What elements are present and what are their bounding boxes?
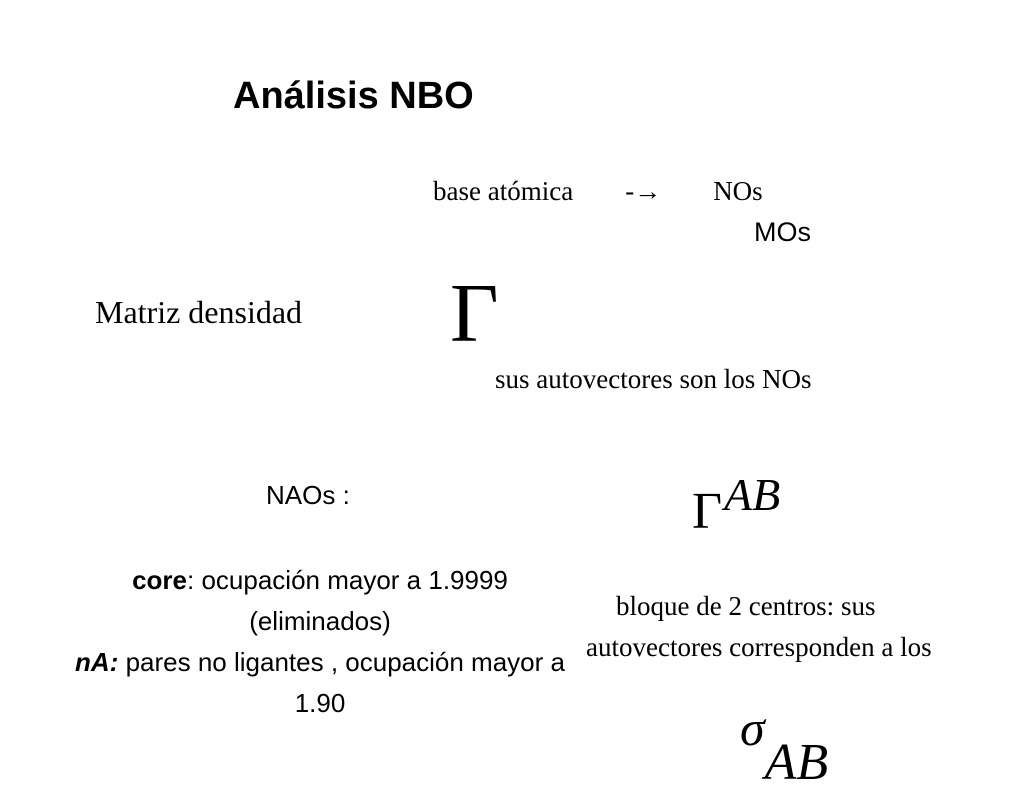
slide-title: Análisis NBO bbox=[233, 75, 474, 117]
gamma-ab-formula bbox=[692, 469, 781, 540]
bloque-text-rest: autovectores corresponden a los bbox=[586, 632, 932, 662]
arrow-icon bbox=[625, 176, 713, 207]
sigma-ab-formula bbox=[740, 700, 829, 791]
matriz-densidad-label: Matriz densidad bbox=[95, 294, 303, 330]
autovectores-text: sus autovectores son los NOs bbox=[495, 364, 812, 394]
sigma-symbol: σ bbox=[740, 700, 765, 756]
core-description: : ocupación mayor a 1.9999 bbox=[187, 565, 508, 595]
arrow-glyph: → bbox=[634, 176, 662, 206]
gamma-ab-symbol: Γ bbox=[692, 483, 723, 540]
core-term: core bbox=[132, 565, 188, 595]
na-term: nA: bbox=[75, 647, 119, 677]
gamma-ab-superscript: AB bbox=[724, 469, 781, 520]
gamma-symbol: Γ bbox=[450, 267, 499, 360]
nos-label: NOs bbox=[713, 176, 763, 206]
base-atomica-label: base atómica bbox=[433, 176, 574, 206]
basis-transformation-row bbox=[433, 176, 763, 207]
bloque-text bbox=[586, 586, 986, 668]
naos-heading: NAOs : bbox=[266, 480, 350, 510]
sigma-ab-subscript: AB bbox=[764, 734, 829, 791]
na-description: pares no ligantes , ocupación mayor a 1.90 bbox=[118, 647, 565, 718]
nao-description bbox=[60, 560, 580, 724]
arrow-prefix: - bbox=[625, 176, 635, 206]
bloque-text-first: bloque de 2 centros: sus bbox=[616, 591, 876, 621]
mos-label: MOs bbox=[754, 217, 811, 247]
core-note: (eliminados) bbox=[249, 606, 391, 636]
